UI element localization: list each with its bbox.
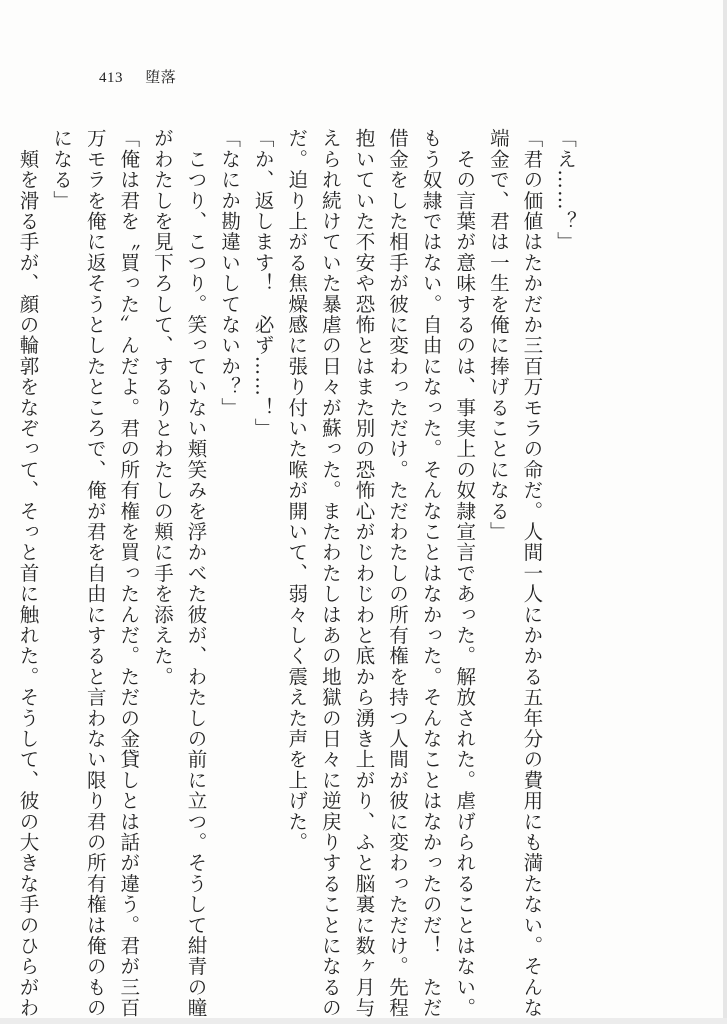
page-number: 413 <box>99 70 123 86</box>
text-line: になる」 <box>50 128 74 211</box>
text-line: その言葉が意味するのは、事実上の奴隷宣言であった。解放された。虐げられることはない。 <box>453 128 477 1019</box>
text-line: 「え……？」 <box>554 128 577 253</box>
text-line: 「なにか勘違いしてないか？」 <box>218 128 242 418</box>
text-line: 抱いていた不安や恐怖とはまた別の恐怖心がじわじわと底から湧き上がり、ふと脳裏に数ヶ月与 <box>352 128 376 1019</box>
page-header <box>99 66 176 87</box>
text-line: こつり、こつり。笑っていない頬笑みを浮かべた彼が、わたしの前に立つ。そうして紺青の瞳 <box>184 128 208 1019</box>
text-line: 端金で、君は一生を俺に捧げることになる」 <box>486 128 510 542</box>
text-line: だ。迫り上がる焦燥感に張り付いた喉が開いて、弱々しく震えた声を上げた。 <box>285 128 309 853</box>
text-line: 借金をした相手が彼に変わっただけ。ただわたしの所有権を持つ人間が彼に変わっただけ。先程 <box>386 128 410 1019</box>
text-line: 「俺は君を〝買った〟んだよ。君の所有権を買ったんだ。ただの金貸しとは話が違う。君が三百 <box>117 128 141 1019</box>
text-line: 「か、返します！ 必ず……！」 <box>251 128 275 439</box>
text-line: えられ続けていた暴虐の日々が蘇った。またわたしはあの地獄の日々に逆戻りすることになるの <box>318 128 342 1019</box>
text-line: 万モラを俺に返そうとしたところで、俺が君を自由にすると言わない限り君の所有権は俺のもの <box>83 128 107 1019</box>
text-line: 頬を滑る手が、顔の輪郭をなぞって、そっと首に触れた。そうして、彼の大きな手のひらがわ <box>16 128 40 1019</box>
page-bottom-edge <box>0 1018 727 1024</box>
page-edge <box>723 0 727 1024</box>
text-line: がわたしを見下ろして、するりとわたしの頬に手を添えた。 <box>150 128 174 687</box>
text-line: 「君の価値はたかだか三百万モラの命だ。人間一人にかかる五年分の費用にも満たない。そんな <box>520 128 544 1019</box>
body-text <box>16 128 582 1019</box>
text-line: もう奴隷ではない。自由になった。そんなことはなかった。そんなことはなかったのだ！ ただ <box>419 128 443 1019</box>
chapter-title: 堕落 <box>145 70 177 86</box>
